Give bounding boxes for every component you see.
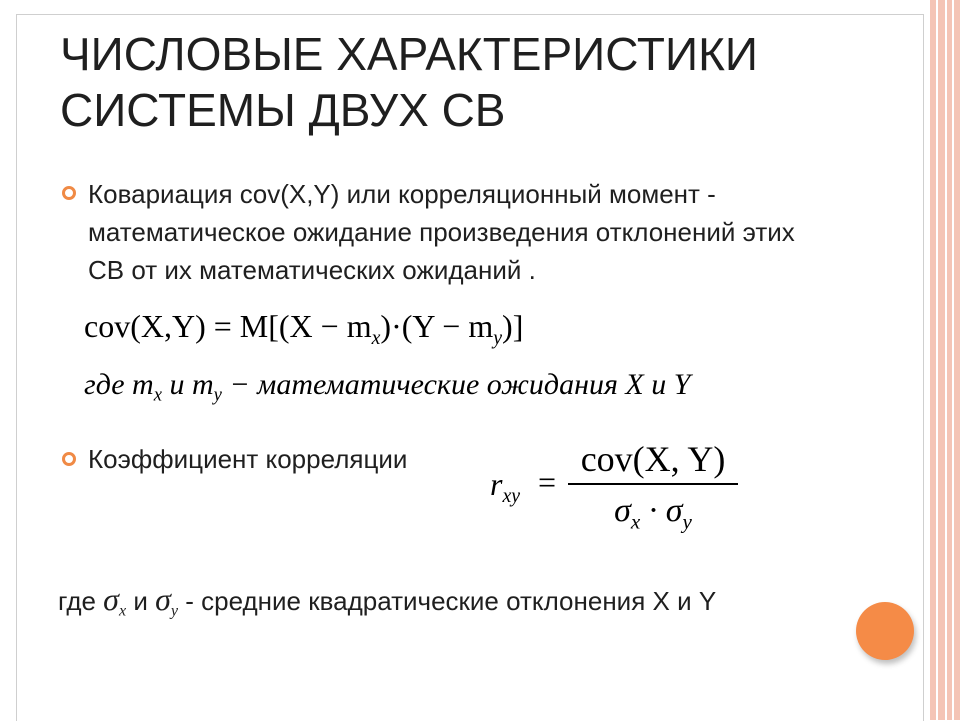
cov-formula-rhs: )] [502,308,524,344]
expectations-note [84,368,690,407]
footer-part1: где [58,586,104,616]
correlation-label: Коэффициент корреляции [88,444,408,474]
decorative-stripe-line [936,0,938,720]
decorative-stripe-line [945,0,947,720]
bullet1-line2: математическое ожидание произведения отклонений этих [88,217,795,247]
note-sub-y: y [213,384,222,406]
footer-sigma-y: σ [155,581,171,617]
den-sigma-x: σ [614,492,631,529]
bullet1-line3: СВ от их математических ожиданий . [88,255,536,285]
fraction-bar [568,483,738,485]
bullet1-line1 [88,177,716,211]
cov-formula-sub-y: y [493,326,503,349]
cov-formula-mid: )·(Y − m [380,308,494,344]
footer-note [58,582,716,629]
decorative-stripe-line [952,0,954,720]
footer-sub-y: y [170,602,179,620]
den-sigma-y: σ [665,492,683,529]
slide-title: ЧИСЛОВЫЕ ХАРАКТЕРИСТИКИ СИСТЕМЫ ДВУХ СВ [60,28,758,136]
r-sub: xy [502,484,521,507]
footer-part2: и [126,586,156,616]
fraction-denominator [568,492,738,534]
note-part1: где m [84,368,154,401]
equals-sign: = [538,464,557,500]
den-sub-x: x [630,509,641,534]
bullet-icon [62,452,76,466]
fraction-numerator: cov(X, Y) [580,439,726,479]
bullet1-line1-text: Ковариация cov(X,Y) или корреляционный момент - [88,179,716,209]
r-xy-symbol [490,466,520,508]
den-dot: · [640,492,666,529]
decorative-circle [856,602,914,660]
cov-formula-sub-x: x [371,326,381,349]
bullet-icon [62,186,76,200]
note-part3: − математические ожидания X и Y [221,368,691,401]
footer-part3: - средние квадратические отклонения X и Y [178,586,717,616]
note-sub-x: x [153,384,162,406]
footer-sub-x: x [118,602,127,620]
note-part2: и m [162,368,214,401]
footer-sigma-x: σ [103,581,119,617]
covariance-formula [84,308,523,350]
r-symbol: r [490,466,503,502]
den-sub-y: y [682,509,692,534]
cov-formula-lhs: cov(X,Y) = M[(X − m [84,308,372,344]
